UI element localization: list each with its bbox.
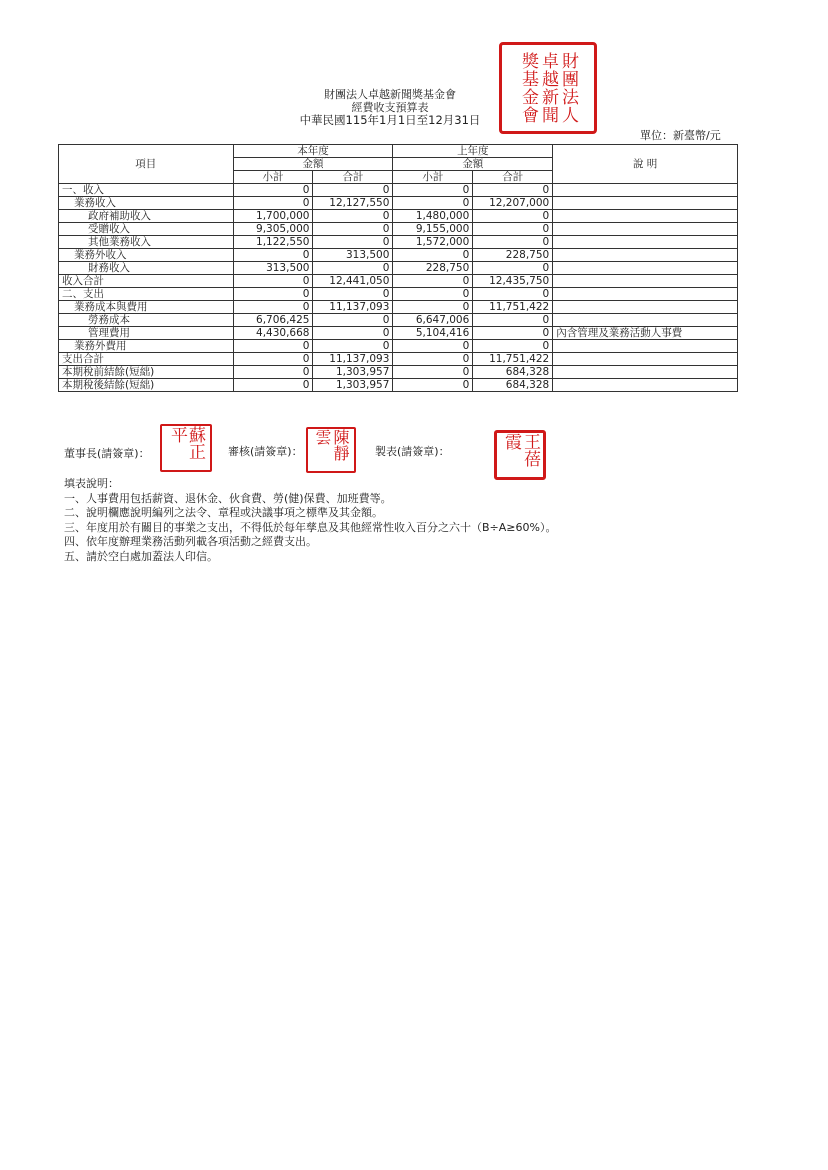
current-subtotal: 9,305,000	[233, 223, 313, 236]
current-subtotal: 0	[233, 288, 313, 301]
current-subtotal: 1,122,550	[233, 236, 313, 249]
current-total: 12,441,050	[313, 275, 393, 288]
table-row	[59, 366, 738, 379]
table-row	[59, 379, 738, 392]
unit-label: 單位：新臺幣/元	[640, 129, 721, 142]
current-total: 0	[313, 340, 393, 353]
table-row	[59, 184, 738, 197]
table-row	[59, 249, 738, 262]
current-subtotal: 6,706,425	[233, 314, 313, 327]
previous-total: 12,207,000	[473, 197, 553, 210]
current-subtotal: 0	[233, 184, 313, 197]
current-total: 11,137,093	[313, 301, 393, 314]
reviewer-seal-text: 陳靜雲	[313, 429, 350, 461]
current-subtotal: 0	[233, 275, 313, 288]
row-label: 其他業務收入	[59, 236, 234, 249]
header-total-previous: 合計	[473, 171, 553, 184]
previous-total: 0	[473, 223, 553, 236]
previous-subtotal: 0	[393, 249, 473, 262]
row-note	[553, 210, 738, 223]
current-total: 1,303,957	[313, 379, 393, 392]
row-label: 業務成本與費用	[59, 301, 234, 314]
table-row	[59, 210, 738, 223]
previous-subtotal: 0	[393, 353, 473, 366]
row-note	[553, 249, 738, 262]
row-label: 業務收入	[59, 197, 234, 210]
current-subtotal: 0	[233, 340, 313, 353]
row-label: 業務外費用	[59, 340, 234, 353]
previous-total: 0	[473, 314, 553, 327]
previous-subtotal: 6,647,006	[393, 314, 473, 327]
current-subtotal: 4,430,668	[233, 327, 313, 340]
header-previous-year: 上年度	[393, 145, 553, 158]
previous-subtotal: 228,750	[393, 262, 473, 275]
row-note	[553, 288, 738, 301]
table-row	[59, 314, 738, 327]
current-total: 0	[313, 262, 393, 275]
row-note	[553, 379, 738, 392]
org-seal-text: 財團法人卓越新聞獎基金會	[518, 52, 578, 124]
previous-total: 0	[473, 210, 553, 223]
chairman-signature-label: 董事長(請簽章)：	[64, 447, 150, 460]
previous-total: 228,750	[473, 249, 553, 262]
previous-subtotal: 0	[393, 379, 473, 392]
note-item: 三、年度用於有關目的事業之支出，不得低於每年孳息及其他經常性收入百分之六十（B÷A≥60%）。	[64, 520, 557, 534]
table-row	[59, 275, 738, 288]
row-label: 支出合計	[59, 353, 234, 366]
note-item: 五、請於空白處加蓋法人印信。	[64, 549, 218, 563]
org-name: 財團法人卓越新聞獎基金會	[324, 88, 456, 101]
current-subtotal: 0	[233, 366, 313, 379]
note-item: 四、依年度辦理業務活動列載各項活動之經費支出。	[64, 535, 317, 548]
table-row	[59, 223, 738, 236]
table-row	[59, 340, 738, 353]
previous-subtotal: 9,155,000	[393, 223, 473, 236]
row-note	[553, 301, 738, 314]
previous-subtotal: 0	[393, 184, 473, 197]
previous-total: 0	[473, 262, 553, 275]
header-amount-current: 金額	[233, 158, 393, 171]
row-label: 本期稅前結餘(短絀)	[59, 366, 234, 379]
row-label: 受贈收入	[59, 223, 234, 236]
header-current-year: 本年度	[233, 145, 393, 158]
header-amount-previous: 金額	[393, 158, 553, 171]
header-total-current: 合計	[313, 171, 393, 184]
previous-total: 0	[473, 236, 553, 249]
row-label: 財務收入	[59, 262, 234, 275]
row-note	[553, 340, 738, 353]
row-label: 政府補助收入	[59, 210, 234, 223]
table-row	[59, 197, 738, 210]
previous-total: 11,751,422	[473, 301, 553, 314]
current-total: 0	[313, 288, 393, 301]
row-note	[553, 236, 738, 249]
row-note	[553, 262, 738, 275]
row-label: 管理費用	[59, 327, 234, 340]
period: 中華民國115年1月1日至12月31日	[299, 113, 481, 127]
table-row	[59, 236, 738, 249]
reviewer-signature-label: 審核(請簽章)：	[228, 445, 303, 458]
notes-title: 填表說明：	[64, 477, 119, 490]
table-row	[59, 301, 738, 314]
row-note	[553, 314, 738, 327]
previous-total: 684,328	[473, 379, 553, 392]
previous-total: 0	[473, 184, 553, 197]
current-total: 0	[313, 184, 393, 197]
previous-subtotal: 1,572,000	[393, 236, 473, 249]
header-item: 項目	[59, 145, 234, 184]
chairman-seal	[160, 424, 212, 472]
row-note	[553, 197, 738, 210]
row-note	[553, 353, 738, 366]
budget-table	[58, 144, 738, 392]
current-total: 11,137,093	[313, 353, 393, 366]
previous-subtotal: 1,480,000	[393, 210, 473, 223]
row-note	[553, 184, 738, 197]
note-item: 一、人事費用包括薪資、退休金、伙食費、勞(健)保費、加班費等。	[64, 491, 392, 505]
current-total: 0	[313, 236, 393, 249]
current-total: 0	[313, 314, 393, 327]
reviewer-seal	[306, 427, 356, 473]
table-row	[59, 262, 738, 275]
row-label: 本期稅後結餘(短絀)	[59, 379, 234, 392]
chairman-seal-text: 蘇正平	[167, 426, 205, 460]
current-total: 12,127,550	[313, 197, 393, 210]
current-subtotal: 0	[233, 379, 313, 392]
previous-total: 0	[473, 288, 553, 301]
preparer-seal-text: 王蓓霞	[501, 433, 540, 467]
note-item: 二、說明欄應說明編列之法令、章程或決議事項之標準及其金額。	[64, 506, 383, 519]
current-subtotal: 0	[233, 353, 313, 366]
row-label: 二、支出	[59, 288, 234, 301]
previous-subtotal: 0	[393, 340, 473, 353]
previous-subtotal: 0	[393, 197, 473, 210]
previous-subtotal: 0	[393, 275, 473, 288]
preparer-signature-label: 製表(請簽章)：	[375, 445, 450, 458]
current-subtotal: 0	[233, 301, 313, 314]
previous-subtotal: 5,104,416	[393, 327, 473, 340]
notes-section	[64, 477, 804, 564]
current-subtotal: 1,700,000	[233, 210, 313, 223]
header-note: 說 明	[553, 145, 738, 184]
previous-total: 0	[473, 327, 553, 340]
previous-subtotal: 0	[393, 366, 473, 379]
current-total: 1,303,957	[313, 366, 393, 379]
document-title: 經費收支預算表	[351, 101, 429, 114]
previous-total: 12,435,750	[473, 275, 553, 288]
row-label: 業務外收入	[59, 249, 234, 262]
row-label: 收入合計	[59, 275, 234, 288]
current-subtotal: 0	[233, 197, 313, 210]
previous-subtotal: 0	[393, 301, 473, 314]
row-note	[553, 223, 738, 236]
previous-total: 684,328	[473, 366, 553, 379]
row-label: 勞務成本	[59, 314, 234, 327]
previous-total: 0	[473, 340, 553, 353]
organization-seal	[499, 42, 597, 134]
table-row	[59, 288, 738, 301]
previous-total: 11,751,422	[473, 353, 553, 366]
header-subtotal-previous: 小計	[393, 171, 473, 184]
table-row	[59, 353, 738, 366]
row-note: 內含管理及業務活動人事費	[553, 327, 738, 340]
current-subtotal: 0	[233, 249, 313, 262]
current-total: 313,500	[313, 249, 393, 262]
preparer-seal	[494, 430, 546, 480]
row-note	[553, 366, 738, 379]
current-total: 0	[313, 223, 393, 236]
previous-subtotal: 0	[393, 288, 473, 301]
table-row	[59, 327, 738, 340]
current-total: 0	[313, 210, 393, 223]
current-total: 0	[313, 327, 393, 340]
row-note	[553, 275, 738, 288]
row-label: 一、收入	[59, 184, 234, 197]
header-subtotal-current: 小計	[233, 171, 313, 184]
current-subtotal: 313,500	[233, 262, 313, 275]
